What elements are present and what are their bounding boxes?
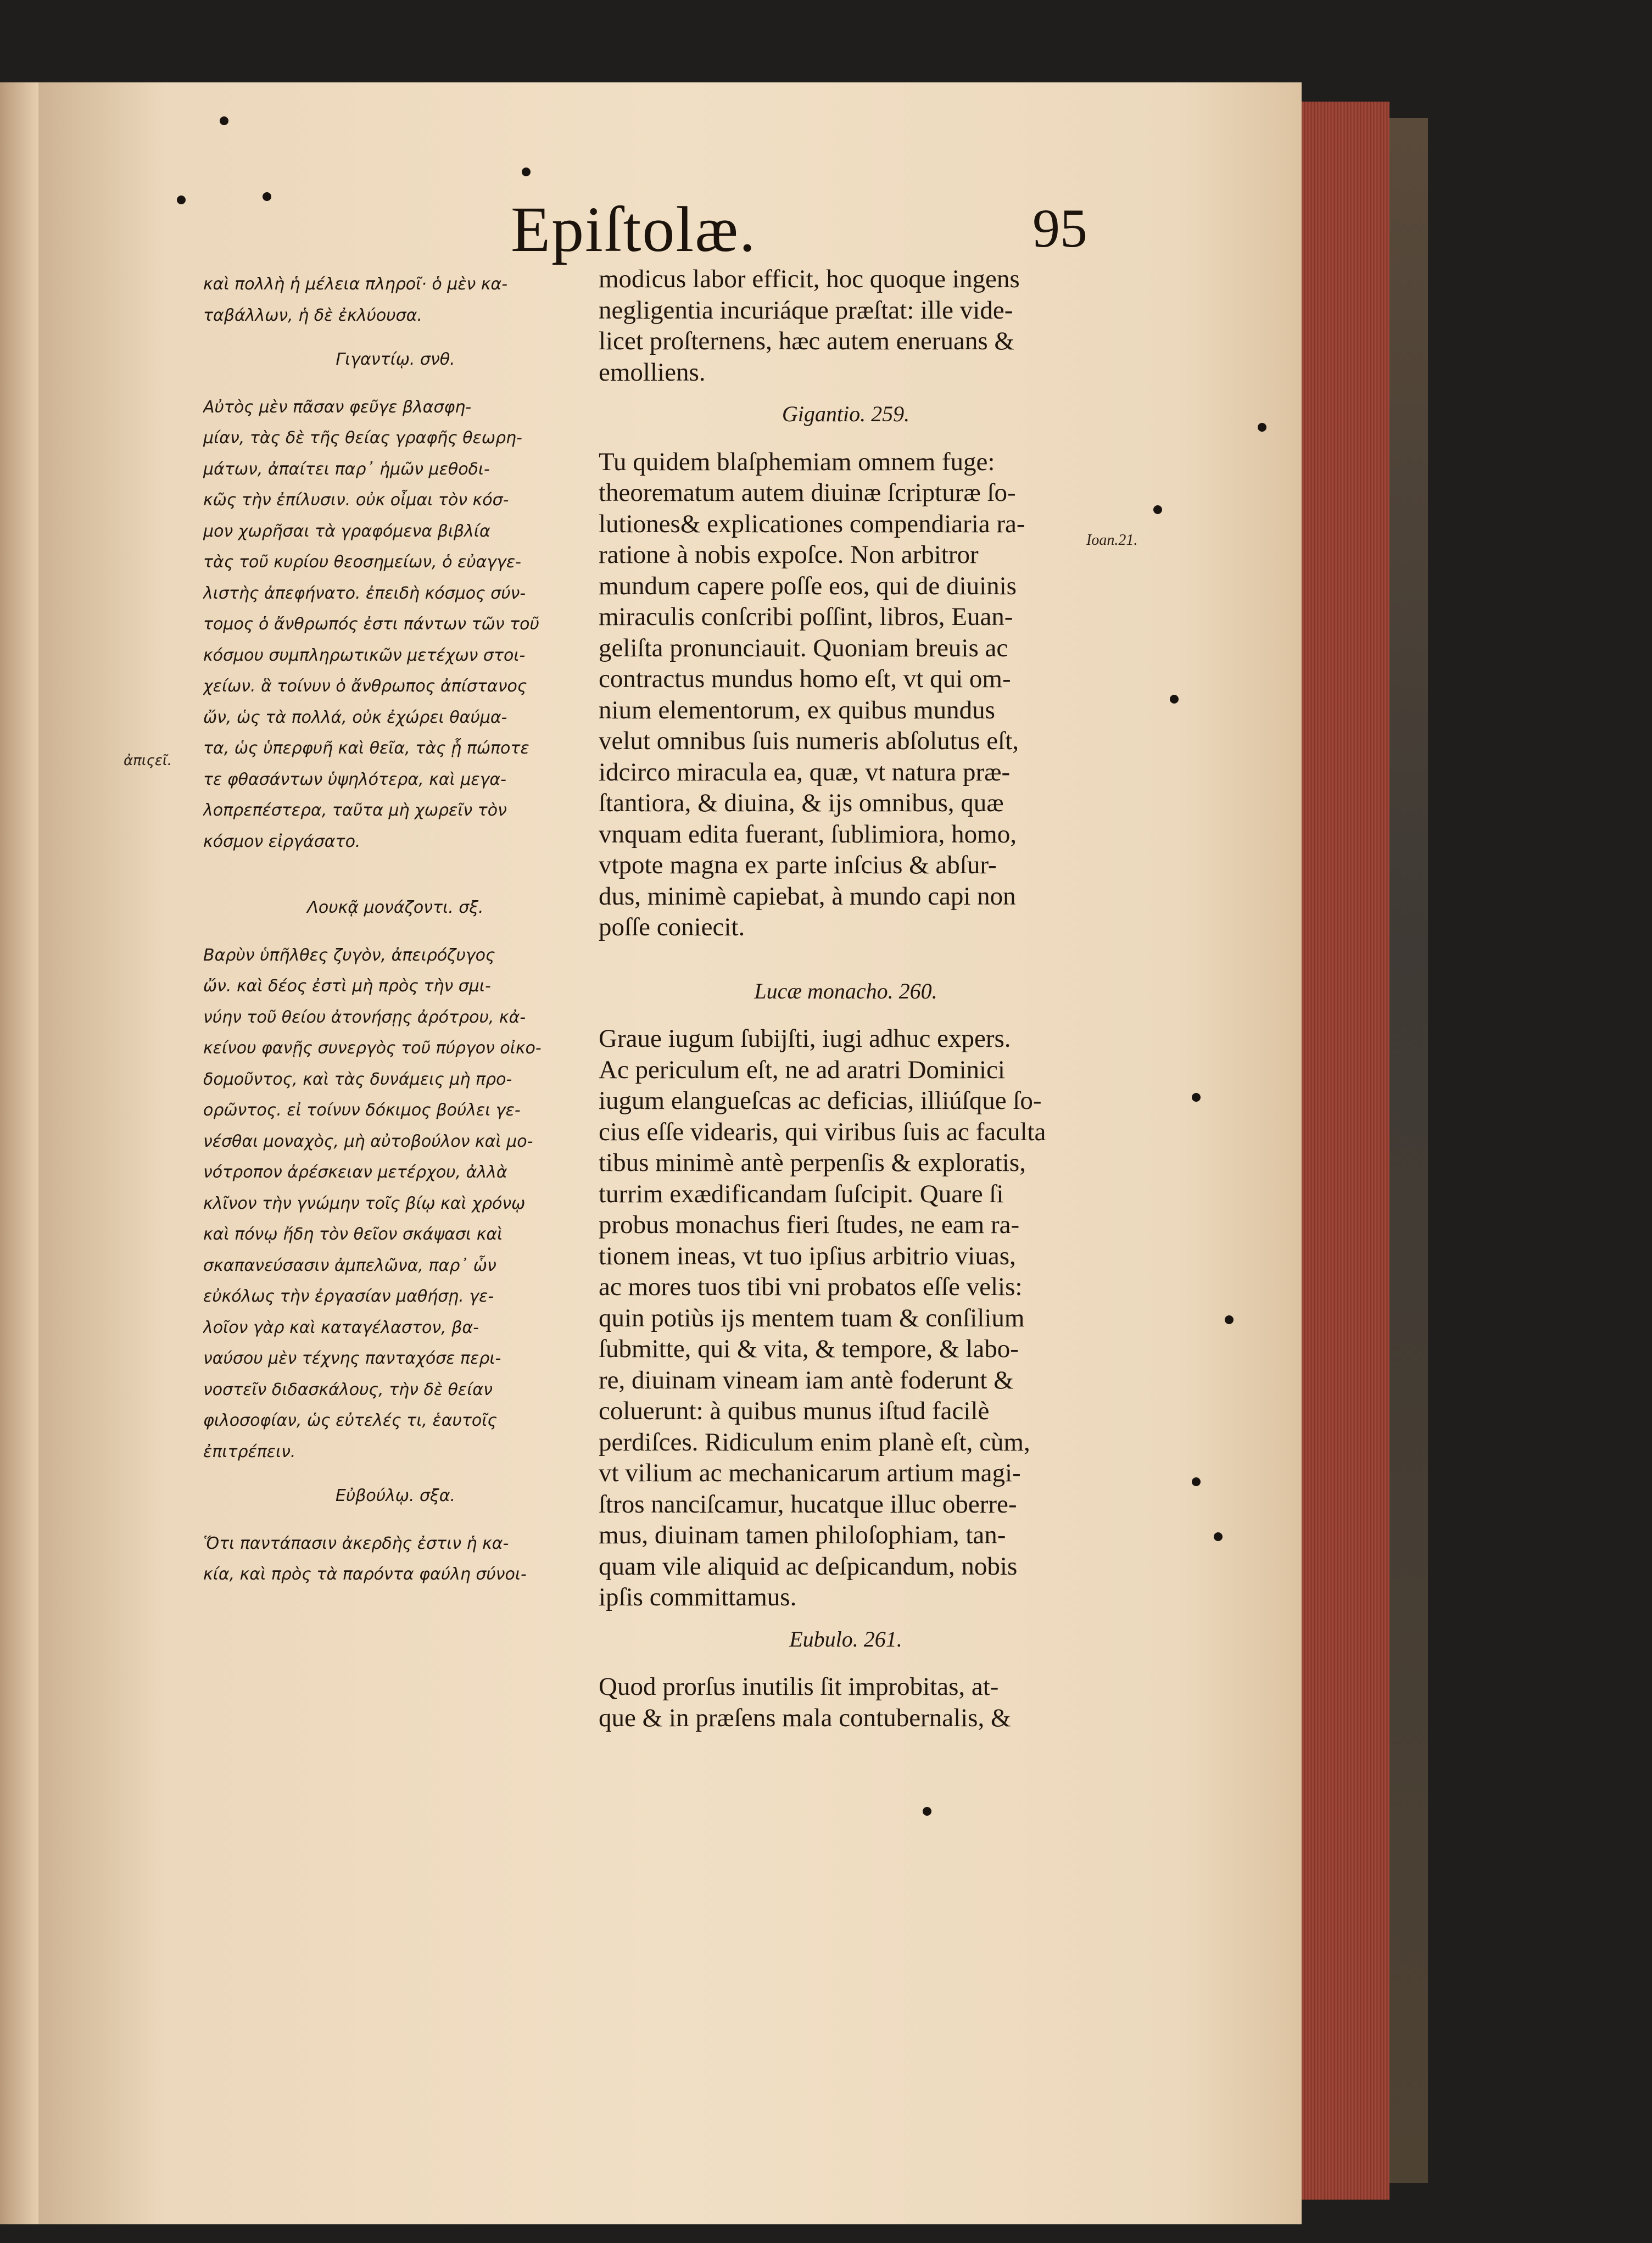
text-line: poſſe coniecit. [599,913,745,941]
text-line: emolliens. [599,358,706,387]
worm-hole [1192,1477,1201,1486]
text-line: ſtantiora, & diuina, & ijs omnibus, quæ [599,789,1004,817]
worm-hole [1170,695,1179,704]
text-line: theorematum autem diuinæ ſcripturæ ſo- [599,478,1016,507]
text-line: Quod prorſus inutilis ſit improbitas, at- [599,1672,999,1701]
text-line: νότροπον ἀρέσκειαν μετέρχου, ἀλλὰ [203,1163,507,1182]
text-line: idcirco miracula ea, quæ, vt natura præ- [599,757,1011,786]
text-line: κλῖνον τὴν γνώμην τοῖς βίῳ καὶ χρόνῳ [203,1193,526,1213]
letter-heading: Gigantio. 259. [782,401,910,426]
text-line: τὰς τοῦ κυρίου θεοσημείων, ὁ εὐαγγε- [203,553,521,572]
worm-hole [1153,505,1162,514]
text-line: turrim exædificandam ſuſcipit. Quare ſi [599,1179,1004,1208]
text-line: καὶ πολλὴ ἡ μέλεια πληροῖ· ὁ μὲν κα- [203,275,508,294]
text-line: ratione à nobis expoſce. Non arbitror [599,540,979,569]
text-line: τομος ὁ ἄνθρωπός ἐστι πάντων τῶν τοῦ [203,615,539,634]
text-line: κείνου φανῇς συνεργὸς τοῦ πύργον οἰκο- [203,1039,542,1058]
text-line: κῶς τὴν ἐπίλυσιν. οὐκ οἶμαι τὸν κόσ- [203,490,509,510]
worm-hole [1192,1093,1201,1102]
letter-heading: Γιγαντίῳ. σνθ. [336,350,455,369]
text-line: perdiſces. Ridiculum enim planè eſt, cùm, [599,1427,1030,1457]
text-line: tibus minimè antè perpenſis & exploratis, [599,1148,1026,1177]
letter-heading: Lucæ monacho. 260. [754,978,937,1003]
text-line: εὐκόλως τὴν ἐργασίαν μαθήσῃ. γε- [203,1287,494,1306]
text-line: ipſis committamus. [599,1583,797,1611]
page-edges [1302,102,1389,2200]
text-line: ὤν. καὶ δέος ἐστὶ μὴ πρὸς τὴν σμι- [203,977,491,996]
text-line: κία, καὶ πρὸς τὰ παρόντα φαύλη σύνοι- [203,1565,527,1584]
text-line: ταβάλλων, ἡ δὲ ἐκλύουσα. [203,305,422,325]
text-line: modicus labor efficit, hoc quoque ingens [599,265,1020,293]
text-line: miraculis conſcribi poſſint, libros, Euan- [599,602,1013,631]
text-line: licet proſternens, hæc autem eneruans & [599,327,1014,355]
text-line: que & in præſens mala contubernalis, & [599,1703,1011,1732]
text-line: Graue iugum ſubijſti, iugi adhuc expers. [599,1024,1011,1053]
worm-hole [923,1807,931,1816]
text-line: Βαρὺν ὑπῆλθες ζυγὸν, ἀπειρόζυγος [203,945,495,965]
page-title: Epiſtolæ. [511,193,757,265]
text-line: dus, minimè capiebat, à mundo capi non [599,881,1016,911]
text-line: λοῖον γὰρ καὶ καταγέλαστον, βα- [203,1318,479,1337]
text-line: ορῶντος. εἰ τοίνυν δόκιμος βούλει γε- [203,1101,521,1120]
text-line: ac mores tuos tibi vni probatos eſſe velis: [599,1273,1023,1301]
worm-hole [522,168,531,176]
letter-heading: Εὐβούλῳ. σξα. [335,1486,456,1505]
latin-column [599,264,1093,1733]
text-line: καὶ πόνῳ ἤδη τὸν θεῖον σκάψασι καὶ [203,1225,503,1244]
text-line: Αὐτὸς μὲν πᾶσαν φεῦγε βλασφη- [203,397,472,417]
text-line: mus, diuinam tamen philoſophiam, tan- [599,1521,1006,1549]
text-line: δομοῦντος, καὶ τὰς δυνάμεις μὴ προ- [203,1069,512,1089]
text-line: quin potiùs ijs mentem tuam & conſilium [599,1303,1025,1332]
text-line: χείων. ἃ τοίνυν ὁ ἄνθρωπος ἀπίστανος [203,677,527,696]
margin-note-greek: ἀπιςεῖ. [124,752,172,769]
worm-hole [1214,1532,1223,1541]
text-line: σκαπανεύσασιν ἀμπελῶνα, παρ᾽ ὧν [203,1256,496,1275]
text-line: Ὅτι παντάπασιν ἀκερδὴς ἐστιν ἡ κα- [203,1533,509,1553]
text-line: τε φθασάντων ὑψηλότερα, καὶ μεγα- [203,769,506,789]
text-line: quam vile aliquid ac deſpicandum, nobis [599,1552,1018,1581]
text-line: re, diuinam vineam iam antè foderunt & [599,1365,1014,1394]
text-line: ὤν, ὡς τὰ πολλά, οὐκ ἐχώρει θαύμα- [203,707,507,727]
text-line: mundum capere poſſe eos, qui de diuinis [599,571,1017,600]
text-line: ſubmitte, qui & vita, & tempore, & labo- [599,1335,1019,1363]
text-line: negligentia incuriáque præſtat: ille vide- [599,295,1013,325]
text-line: tionem ineas, vt tuo ipſius arbitrio viuas, [599,1241,1016,1270]
text-line: νοστεῖν διδασκάλους, τὴν δὲ θείαν [203,1380,493,1399]
text-line: iugum elangueſcas ac deficias, illiúſque ſo- [599,1086,1042,1115]
page-number: 95 [1032,198,1087,259]
text-line: λιστὴς ἀπεφήνατο. ἐπειδὴ κόσμος σύν- [203,583,526,603]
text-line: vt vilium ac mechanicarum artium magi- [599,1459,1021,1487]
text-line: geliſta pronunciauit. Quoniam breuis ac [599,633,1008,662]
worm-hole [1225,1315,1234,1324]
worm-hole [1258,423,1266,432]
left-page-edge [0,82,38,2224]
text-line: μίαν, τὰς δὲ τῆς θείας γραφῆς θεωρη- [203,428,522,448]
text-line: φιλοσοφίαν, ὡς εὐτελές τι, ἑαυτοῖς [203,1411,498,1430]
text-line: λοπρεπέστερα, ταῦτα μὴ χωρεῖν τὸν [203,801,507,820]
text-line: Ac periculum eſt, ne ad aratri Dominici [599,1055,1005,1084]
text-line: μάτων, ἀπαίτει παρ᾽ ἡμῶν μεθοδι- [203,459,490,479]
text-line: νέσθαι μοναχὸς, μὴ αὐτοβούλον καὶ μο- [203,1131,533,1151]
text-line: Tu quidem blaſphemiam omnem fuge: [599,447,995,476]
letter-heading: Eubulo. 261. [789,1626,902,1651]
text-line: μον χωρῆσαι τὰ γραφόμενα βιβλία [203,521,490,541]
letter-heading: Λουκᾷ μονάζοντι. σξ. [307,898,484,917]
margin-note-latin: Ioan.21. [1086,532,1138,549]
text-line: ſtros nanciſcamur, hucatque illuc oberre- [599,1489,1017,1519]
text-line: coluerunt: à quibus munus iſtud facilè [599,1397,990,1425]
text-line: vnquam edita fuerant, ſublimiora, homo, [599,819,1017,849]
text-line: κόσμου συμπληρωτικῶν μετέχων στοι- [203,645,526,665]
text-line: ἐπιτρέπειν. [203,1442,296,1461]
text-line: τα, ὡς ὑπερφυῆ καὶ θεῖα, τὰς ᾗ πώποτε [203,739,529,758]
text-line: probus monachus fieri ſtudes, ne eam ra- [599,1210,1020,1239]
text-line: velut omnibus ſuis numeris abſolutus eſt, [599,727,1019,755]
worm-hole [220,116,228,125]
text-line: cius eſſe videaris, qui viribus ſuis ac faculta [599,1117,1046,1146]
greek-column [203,269,588,1591]
text-line: νύην τοῦ θείου ἀτονήσῃς ἀρότρου, κἀ- [203,1007,526,1027]
text-line: κόσμον εἰργάσατο. [203,832,361,851]
text-line: contractus mundus homo eſt, vt qui om- [599,665,1011,693]
text-line: vtpote magna ex parte inſcius & abſur- [599,851,997,879]
text-line: nium elementorum, ex quibus mundus [599,695,995,724]
text-line: lutiones& explicationes compendiaria ra- [599,509,1025,538]
text-line: ναύσου μὲν τέχνης πανταχόσε περι- [203,1349,501,1368]
running-header [0,192,1652,269]
